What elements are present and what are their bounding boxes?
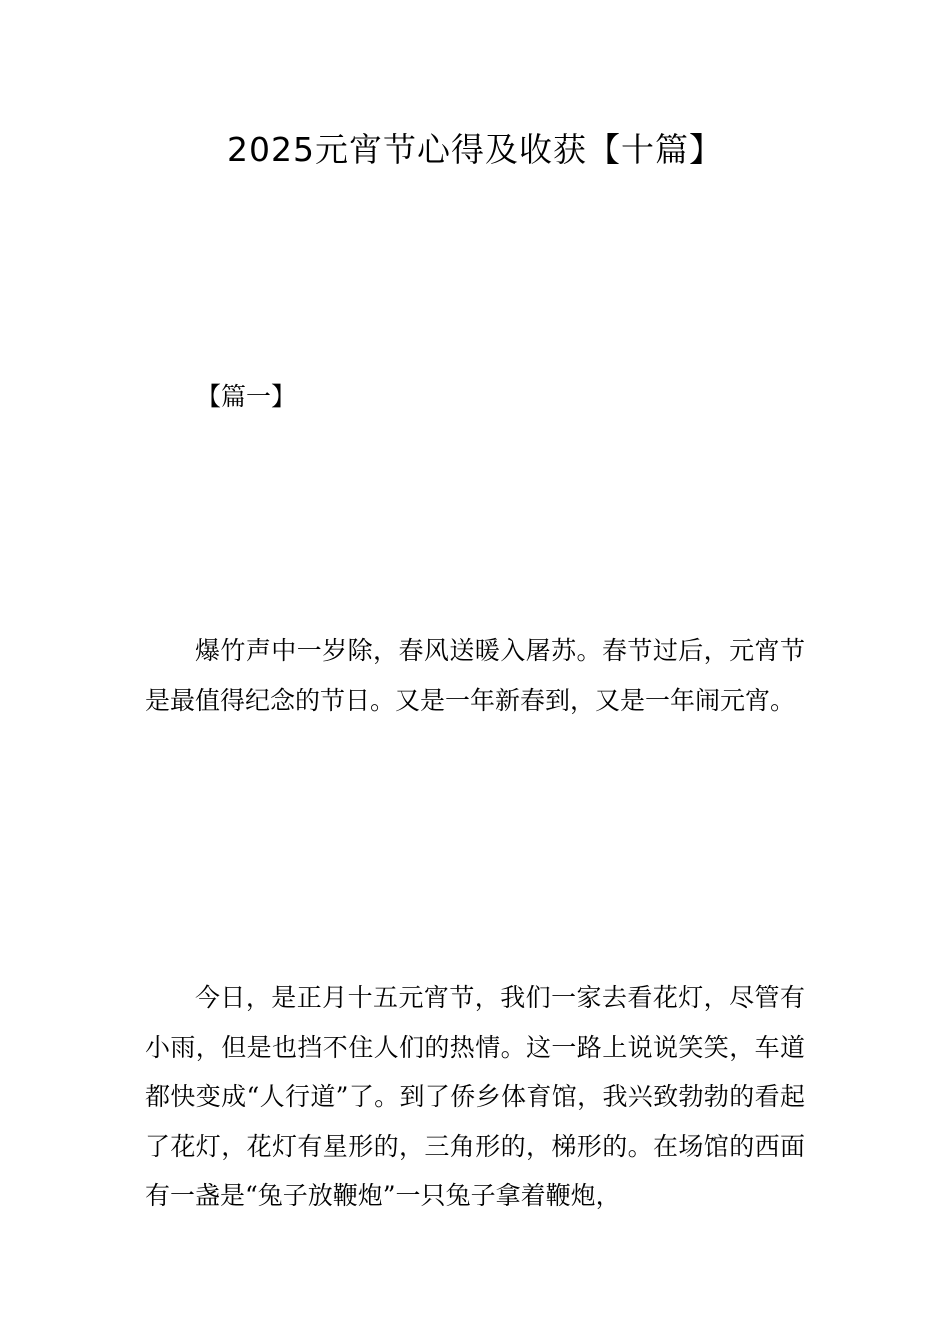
paragraph-2: 今日，是正月十五元宵节，我们一家去看花灯，尽管有小雨，但是也挡不住人们的热情。这一路上说说笑笑，车道都快变成“人行道”了。到了侨乡体育馆，我兴致勃勃的看起了花灯，花灯有星形的，三角形的，梯形的。在场馆的西面有一盏是“兔子放鞭炮”一只兔子拿着鞭炮， bbox=[145, 983, 805, 1210]
document-title: 2025元宵节心得及收获【十篇】 bbox=[227, 130, 723, 169]
section-heading: 【篇一】 bbox=[196, 382, 297, 411]
paragraph-1: 爆竹声中一岁除，春风送暖入屠苏。春节过后，元宵节是最值得纪念的节日。又是一年新春到，又是一年闹元宵。 bbox=[145, 636, 805, 715]
